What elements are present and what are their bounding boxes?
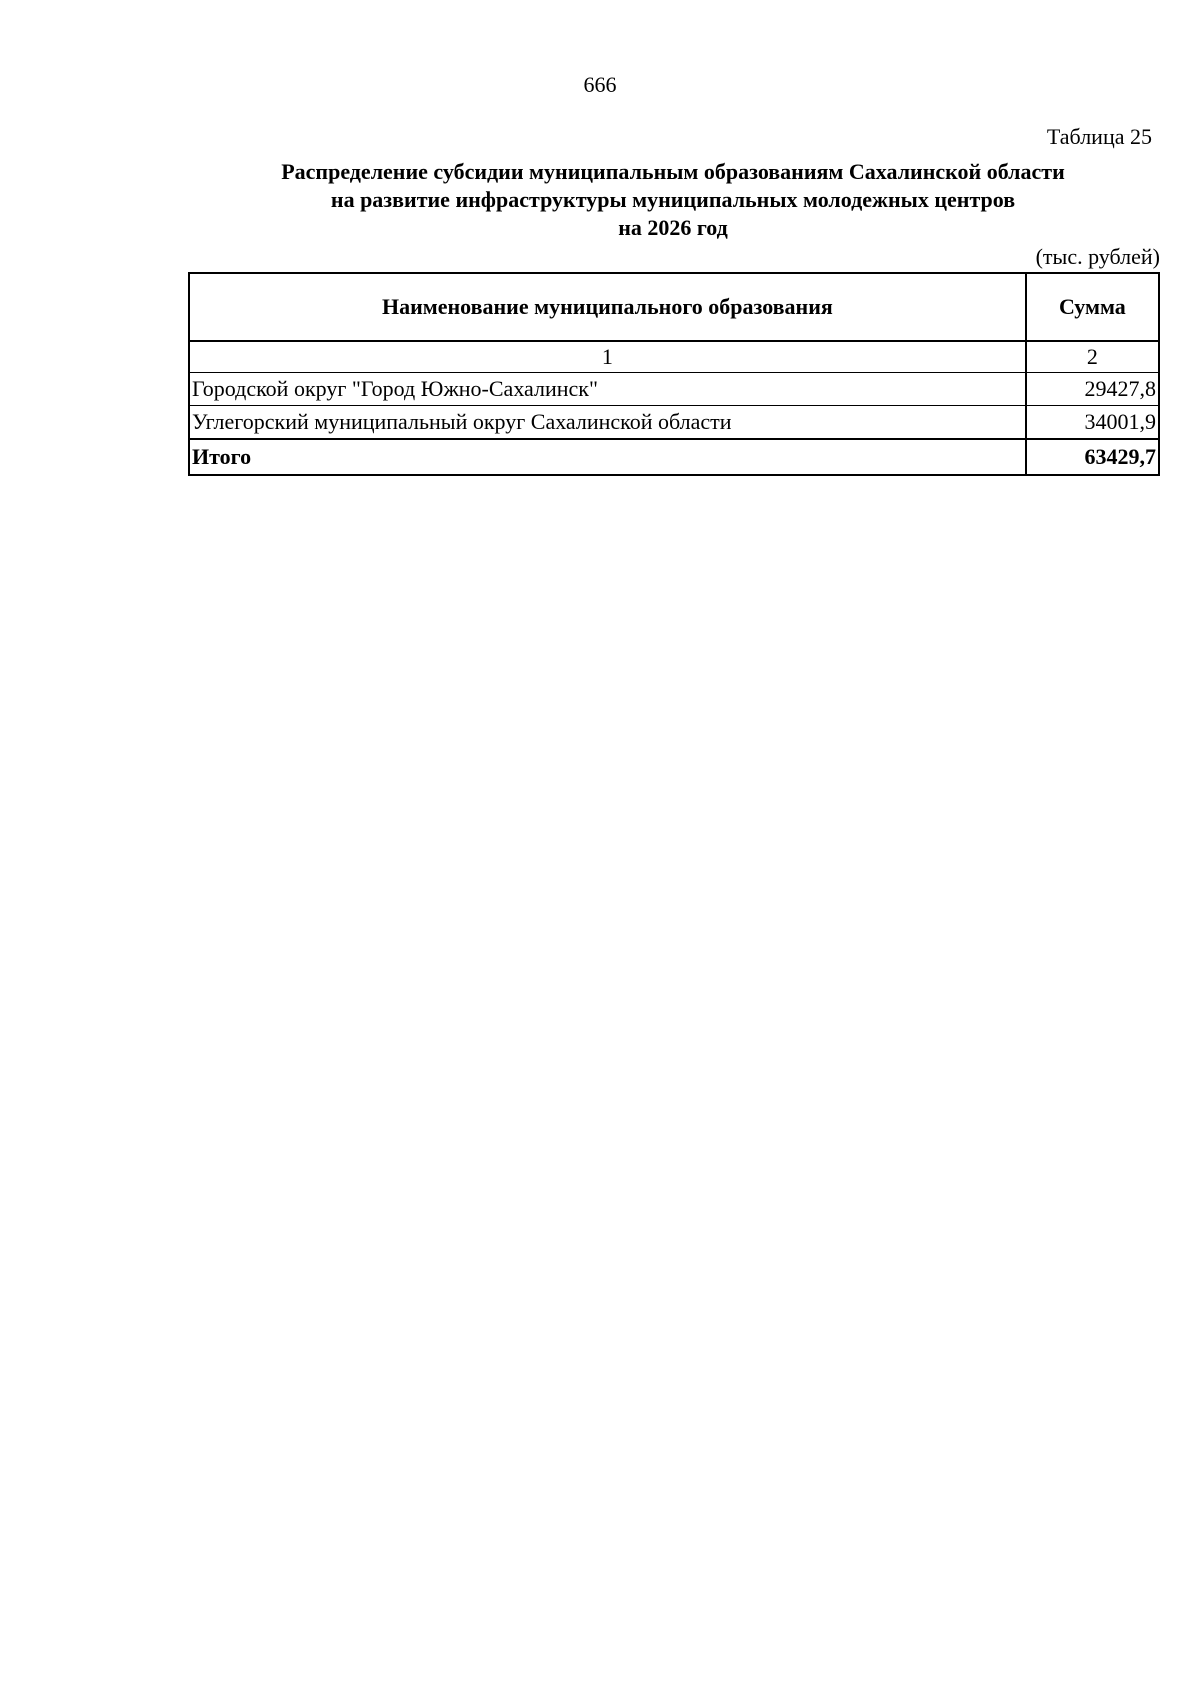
document-title — [188, 158, 1158, 242]
total-row — [189, 439, 1159, 475]
header-sum: Сумма — [1026, 273, 1159, 341]
page-number: 666 — [583, 72, 617, 97]
total-sum: 63429,7 — [1026, 439, 1159, 475]
column-number-row — [189, 341, 1159, 373]
table-label: Таблица 25 — [1046, 124, 1152, 149]
column-number-2: 2 — [1026, 341, 1159, 373]
subsidy-table — [188, 272, 1160, 476]
row-sum: 34001,9 — [1026, 406, 1159, 440]
row-sum: 29427,8 — [1026, 373, 1159, 406]
title-line-3: на 2026 год — [618, 215, 728, 240]
table-header-row — [189, 273, 1159, 341]
header-name: Наименование муниципального образования — [189, 273, 1026, 341]
row-name: Углегорский муниципальный округ Сахалинской области — [189, 406, 1026, 440]
row-name: Городской округ "Город Южно-Сахалинск" — [189, 373, 1026, 406]
title-line-2: на развитие инфраструктуры муниципальных молодежных центров — [330, 187, 1016, 212]
units-label: (тыс. рублей) — [1035, 244, 1160, 269]
column-number-1: 1 — [189, 341, 1026, 373]
table-row — [189, 406, 1159, 440]
title-line-1: Распределение субсидии муниципальным образованиям Сахалинской области — [281, 159, 1065, 184]
table-row — [189, 373, 1159, 406]
total-label: Итого — [189, 439, 1026, 475]
